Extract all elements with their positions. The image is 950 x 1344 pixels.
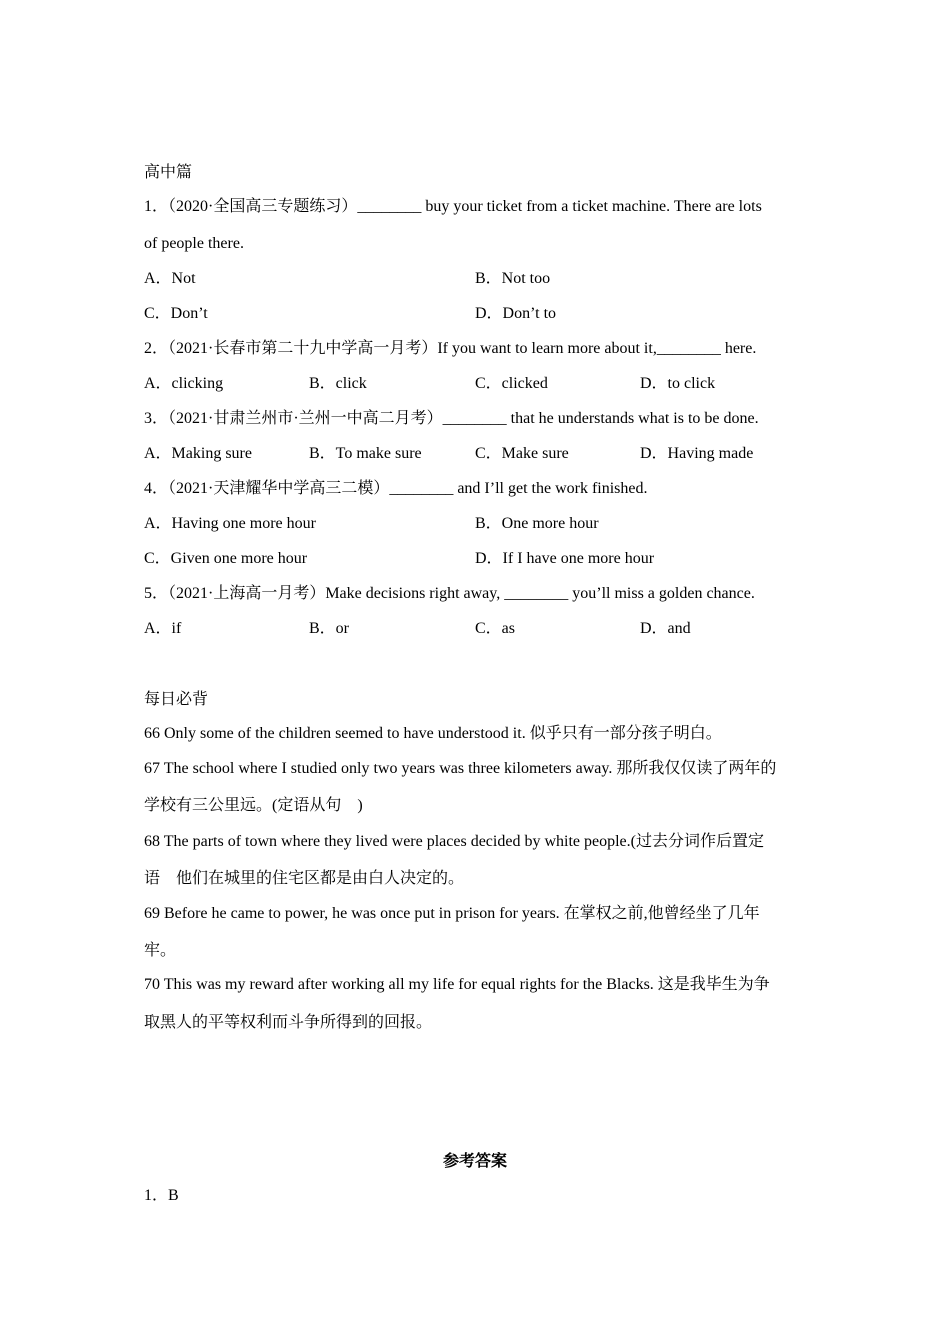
question-1-option-b: B．Not too <box>475 270 551 287</box>
question-4-stem: 4．（2021·天津耀华中学高三二模）________ and I’ll get the work finished. <box>144 480 648 497</box>
question-1-stem: 1．（2020·全国高三专题练习）________ buy your ticket from a ticket machine. There are lots <box>144 198 762 215</box>
question-5-stem: 5．（2021·上海高一月考）Make decisions right away, ________ you’ll miss a golden chance. <box>144 585 755 602</box>
daily-item-70: 70 This was my reward after working all my life for equal rights for the Blacks. 这是我毕生为争 <box>144 976 770 993</box>
question-3-stem: 3．（2021·甘肃兰州市·兰州一中高二月考）________ that he understands what is to be done. <box>144 410 759 427</box>
daily-item-67-cont: 学校有三公里远。(定语从句 ) <box>144 797 363 814</box>
question-2-option-d: D．to click <box>640 375 716 392</box>
daily-item-68-cont: 语 他们在城里的住宅区都是由白人决定的。 <box>144 870 465 887</box>
question-3-option-d: D．Having made <box>640 445 754 462</box>
question-3-option-a: A．Making sure <box>144 445 252 462</box>
question-2-option-c: C．clicked <box>475 375 548 392</box>
daily-item-69-cont: 牢。 <box>144 942 177 959</box>
question-2-stem: 2．（2021·长春市第二十九中学高一月考）If you want to learn more about it,________ here. <box>144 340 757 357</box>
daily-item-66: 66 Only some of the children seemed to have understood it. 似乎只有一部分孩子明白。 <box>144 725 722 742</box>
daily-item-68: 68 The parts of town where they lived were places decided by white people.(过去分词作后置定 <box>144 833 764 850</box>
question-5-option-b: B．or <box>309 620 350 637</box>
question-1-option-c: C．Don’t <box>144 305 208 322</box>
question-5-option-c: C．as <box>475 620 516 637</box>
question-4-option-d: D．If I have one more hour <box>475 550 655 567</box>
daily-item-69: 69 Before he came to power, he was once put in prison for years. 在掌权之前,他曾经坐了几年 <box>144 905 760 922</box>
answers-title: 参考答案 <box>442 1153 507 1170</box>
question-3-option-c: C．Make sure <box>475 445 569 462</box>
question-1-option-a: A．Not <box>144 270 196 287</box>
daily-item-70-cont: 取黑人的平等权利而斗争所得到的回报。 <box>144 1014 433 1031</box>
question-2-option-b: B．click <box>309 375 367 392</box>
answer-1: 1．B <box>144 1187 179 1204</box>
question-4-option-c: C．Given one more hour <box>144 550 308 567</box>
question-4-option-b: B．One more hour <box>475 515 599 532</box>
question-4-option-a: A．Having one more hour <box>144 515 316 532</box>
question-5-option-a: A．if <box>144 620 182 637</box>
daily-title: 每日必背 <box>144 691 209 708</box>
question-2-option-a: A．clicking <box>144 375 224 392</box>
question-1-option-d: D．Don’t to <box>475 305 557 322</box>
question-1-stem-cont: of people there. <box>144 235 244 252</box>
daily-item-67: 67 The school where I studied only two years was three kilometers away. 那所我仅仅读了两年的 <box>144 760 777 777</box>
question-3-option-b: B．To make sure <box>309 445 422 462</box>
section-title: 高中篇 <box>144 164 193 181</box>
question-5-option-d: D．and <box>640 620 691 637</box>
